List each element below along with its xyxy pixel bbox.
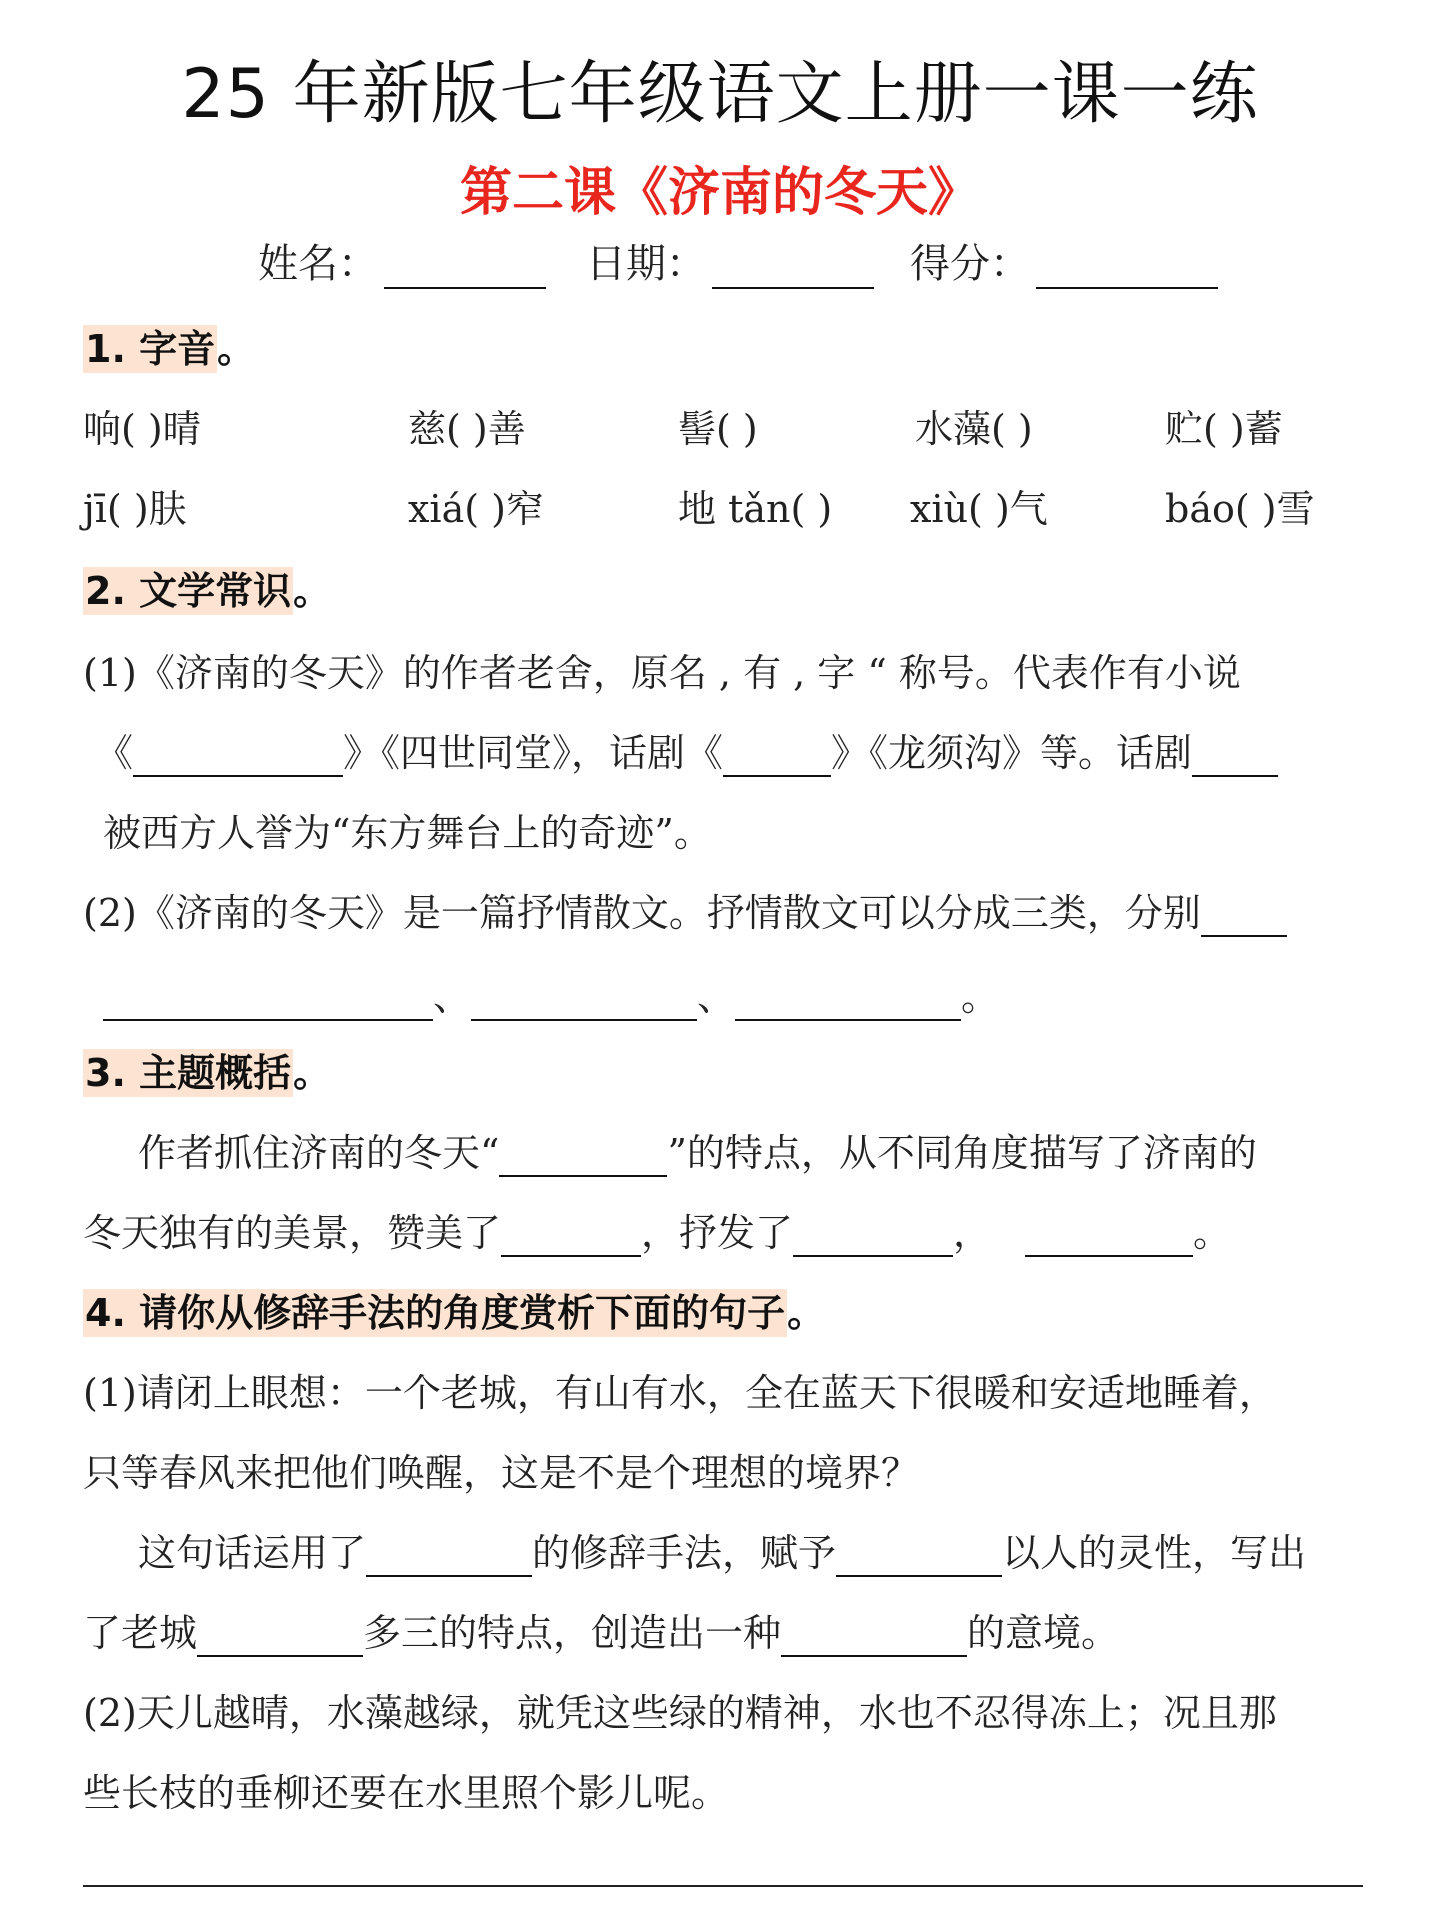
answer-blank[interactable] bbox=[836, 1535, 1002, 1577]
pinyin-item[interactable]: 髻( ) bbox=[678, 407, 758, 451]
pinyin-item[interactable]: jī( )肤 bbox=[83, 487, 187, 531]
answer-line[interactable] bbox=[83, 1885, 1363, 1887]
lit-q2-line1 bbox=[83, 882, 1287, 937]
answer-blank[interactable] bbox=[793, 1215, 953, 1257]
score-field[interactable] bbox=[910, 232, 1218, 289]
score-label: 得分： bbox=[910, 241, 1030, 287]
page-title: 25 年新版七年级语文上册一课一练 bbox=[181, 55, 1259, 134]
pinyin-item[interactable]: báo( )雪 bbox=[1165, 487, 1315, 531]
rhetoric-a1-line1 bbox=[138, 1522, 1306, 1577]
text: 、 bbox=[697, 975, 736, 1019]
theme-line2 bbox=[83, 1202, 1231, 1257]
lesson-title: 第二课《济南的冬天》 bbox=[459, 163, 980, 223]
date-field[interactable] bbox=[586, 232, 874, 289]
pinyin-item[interactable]: 水藻( ) bbox=[915, 407, 1033, 451]
rhetoric-q1-line2: 只等春风来把他们唤醒，这是不是个理想的境界？ bbox=[83, 1451, 920, 1495]
date-blank[interactable] bbox=[712, 243, 874, 289]
section-1-heading bbox=[83, 318, 255, 373]
answer-blank[interactable] bbox=[499, 1135, 667, 1177]
text: 。 bbox=[961, 975, 1000, 1019]
section-4-heading bbox=[83, 1282, 825, 1337]
theme-line1 bbox=[138, 1122, 1257, 1177]
answer-blank[interactable] bbox=[723, 735, 831, 777]
text: 以人的灵性，写出 bbox=[1002, 1531, 1307, 1575]
section-1-title: 1. 字音 bbox=[85, 327, 216, 371]
section-3-title: 3. 主题概括 bbox=[85, 1051, 292, 1095]
section-3-end: 。 bbox=[293, 1051, 332, 1095]
pinyin-item[interactable]: xiá( )窄 bbox=[408, 487, 544, 531]
name-field[interactable] bbox=[258, 232, 546, 289]
text: ， bbox=[953, 1211, 992, 1255]
text: 了老城 bbox=[83, 1611, 198, 1655]
lit-q1-line1: (1)《济南的冬天》的作者老舍，原名 , 有 , 字 “ 称号。代表作有小说 bbox=[83, 651, 1241, 695]
text: 《 bbox=[95, 731, 134, 775]
rhetoric-q2-line2: 些长枝的垂柳还要在水里照个影儿呢。 bbox=[83, 1771, 730, 1815]
answer-blank[interactable] bbox=[1192, 735, 1278, 777]
text: 的意境。 bbox=[967, 1611, 1120, 1655]
lit-q1-line3: 被西方人誉为“东方舞台上的奇迹”。 bbox=[103, 811, 712, 855]
text: 多三的特点，创造出一种 bbox=[363, 1611, 782, 1655]
text: 。 bbox=[1193, 1211, 1232, 1255]
text: 》《龙须沟》等。话剧 bbox=[831, 731, 1193, 775]
section-4-end: 。 bbox=[787, 1291, 826, 1335]
answer-blank[interactable] bbox=[133, 735, 343, 777]
pinyin-item[interactable]: xiù( )气 bbox=[910, 487, 1048, 531]
pinyin-item[interactable]: 地 tǎn( ) bbox=[678, 487, 833, 531]
answer-blank[interactable] bbox=[197, 1615, 363, 1657]
pinyin-item[interactable]: 慈( )善 bbox=[408, 407, 526, 451]
pinyin-item[interactable]: 贮( )蓄 bbox=[1165, 407, 1283, 451]
section-1-end: 。 bbox=[217, 327, 256, 371]
text: 的修辞手法，赋予 bbox=[532, 1531, 837, 1575]
rhetoric-q2-line1: (2)天儿越晴，水藻越绿，就凭这些绿的精神，水也不忍得冻上；况且那 bbox=[83, 1691, 1277, 1735]
rhetoric-a1-line2 bbox=[83, 1602, 1119, 1657]
text: 冬天独有的美景，赞美了 bbox=[83, 1211, 502, 1255]
answer-blank[interactable] bbox=[735, 979, 961, 1021]
rhetoric-q1-line1: (1)请闭上眼想：一个老城，有山有水，全在蓝天下很暖和安适地睡着， bbox=[83, 1371, 1277, 1415]
section-2-heading bbox=[83, 560, 331, 615]
section-4-title: 4. 请你从修辞手法的角度赏析下面的句子 bbox=[85, 1291, 786, 1335]
text: 这句话运用了 bbox=[138, 1531, 367, 1575]
lit-q1-line2 bbox=[95, 722, 1278, 777]
text: ，抒发了 bbox=[641, 1211, 794, 1255]
section-2-title: 2. 文学常识 bbox=[85, 569, 292, 613]
score-blank[interactable] bbox=[1036, 243, 1218, 289]
text: 》《四世同堂》，话剧《 bbox=[343, 731, 724, 775]
answer-blank[interactable] bbox=[103, 979, 433, 1021]
text: 作者抓住济南的冬天“ bbox=[138, 1131, 500, 1175]
lit-q2-line2 bbox=[103, 966, 999, 1021]
answer-blank[interactable] bbox=[366, 1535, 532, 1577]
name-blank[interactable] bbox=[384, 243, 546, 289]
text: 、 bbox=[433, 975, 472, 1019]
pinyin-item[interactable]: 响( )晴 bbox=[83, 407, 201, 451]
text: ”的特点，从不同角度描写了济南的 bbox=[667, 1131, 1257, 1175]
answer-blank[interactable] bbox=[781, 1615, 967, 1657]
name-label: 姓名： bbox=[258, 241, 378, 287]
section-3-heading bbox=[83, 1042, 331, 1097]
answer-blank[interactable] bbox=[471, 979, 697, 1021]
answer-blank[interactable] bbox=[1201, 895, 1287, 937]
date-label: 日期： bbox=[586, 241, 706, 287]
section-2-end: 。 bbox=[293, 569, 332, 613]
text: (2)《济南的冬天》是一篇抒情散文。抒情散文可以分成三类，分别 bbox=[83, 891, 1201, 935]
answer-blank[interactable] bbox=[501, 1215, 641, 1257]
answer-blank[interactable] bbox=[1025, 1215, 1193, 1257]
